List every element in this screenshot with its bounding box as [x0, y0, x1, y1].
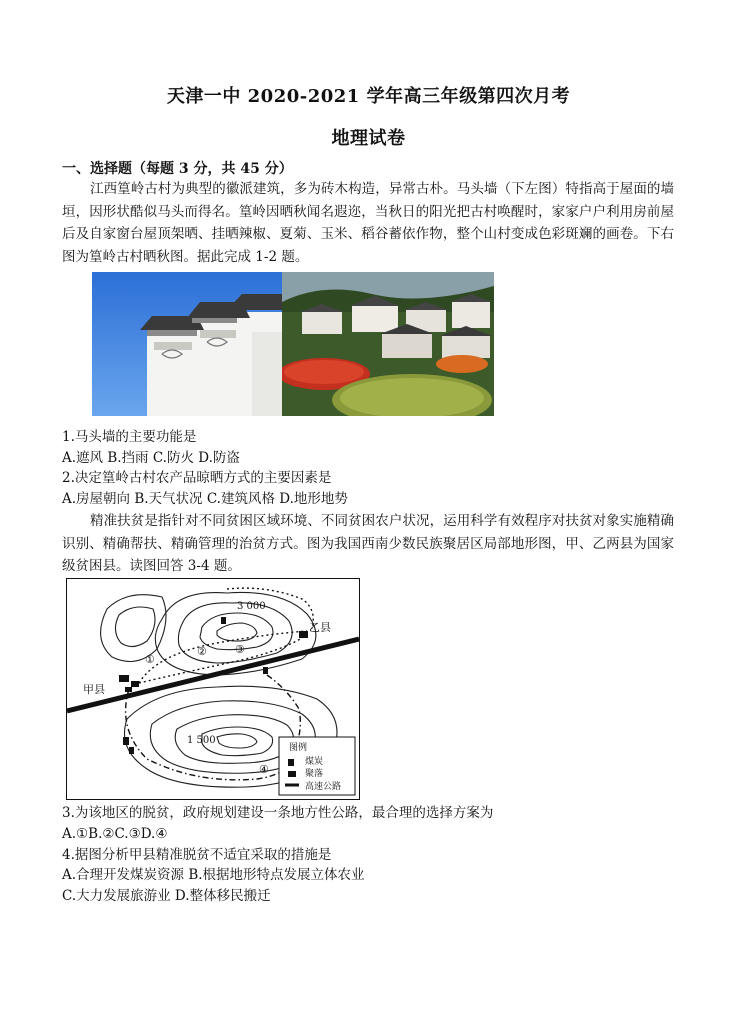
contour-label-1500: 1 500: [187, 735, 216, 746]
section-heading: 一、选择题（每题 3 分，共 45 分）: [62, 161, 293, 177]
question-4-options-line2: C.大力发展旅游业 D.整体移民搬迁: [62, 888, 271, 904]
map-label-jia: 甲县: [83, 683, 105, 696]
passage-1: 江西篁岭古村为典型的徽派建筑，多为砖木构造，异常古朴。马头墙（下左图）特指高于屋面的墙垣，因形状酷似马头而得名。篁岭因晒秋闻名遐迩，当秋日的阳光把古村唤醒时，家家户户利用房前屋后及自家窗台屋顶架晒、挂晒辣椒、夏菊、玉米、稻谷蓄依作物，整个山村变成色彩斑斓的画卷。下右图为篁岭古村晒秋图。据此完成 1-2 题。: [62, 181, 674, 265]
question-3-stem: 3.为该地区的脱贫，政府规划建设一条地方性公路，最合理的选择方案为: [62, 805, 494, 821]
route-label-1: ①: [145, 653, 155, 666]
question-3-options: A.①B.②C.③D.④: [62, 826, 168, 842]
horse-head-wall-photo: [92, 272, 282, 416]
question-1-options: A.遮风 B.挡雨 C.防火 D.防盗: [62, 450, 240, 466]
question-1-stem: 1.马头墙的主要功能是: [62, 429, 197, 445]
question-2-options: A.房屋朝向 B.天气状况 C.建筑风格 D.地形地势: [62, 491, 348, 507]
village-drying-photo: [282, 272, 494, 416]
legend-title: 图例: [289, 743, 308, 753]
route-label-4: ④: [259, 763, 269, 776]
exam-title: 天津一中 2020-2021 学年高三年级第四次月考: [166, 86, 571, 107]
question-4-stem: 4.据图分析甲县精准脱贫不适宜采取的措施是: [62, 847, 332, 863]
question-4-options-line1: A.合理开发煤炭资源 B.根据地形特点发展立体农业: [62, 867, 365, 883]
passage-2: 精准扶贫是指针对不同贫困区域环境、不同贫困农户状况，运用科学有效程序对扶贫对象实施精确识别、精确帮扶、精确管理的治贫方式。图为我国西南少数民族聚居区局部地形图，甲、乙两县为国家级贫困县。读图回答 3-4 题。: [62, 513, 674, 574]
exam-subtitle: 地理试卷: [331, 128, 406, 149]
route-label-2: ②: [197, 645, 207, 658]
map-label-yi: 乙县: [309, 621, 331, 634]
route-label-3: ③: [235, 643, 245, 656]
contour-label-3000: 3 000: [237, 601, 266, 612]
legend-item-settlement: 聚落: [305, 769, 324, 779]
legend-item-highway: 高速公路: [305, 782, 342, 792]
question-2-stem: 2.决定篁岭古村农产品晾晒方式的主要因素是: [62, 470, 332, 486]
terrain-map: [66, 578, 360, 800]
legend-item-coal: 煤炭: [305, 757, 324, 767]
